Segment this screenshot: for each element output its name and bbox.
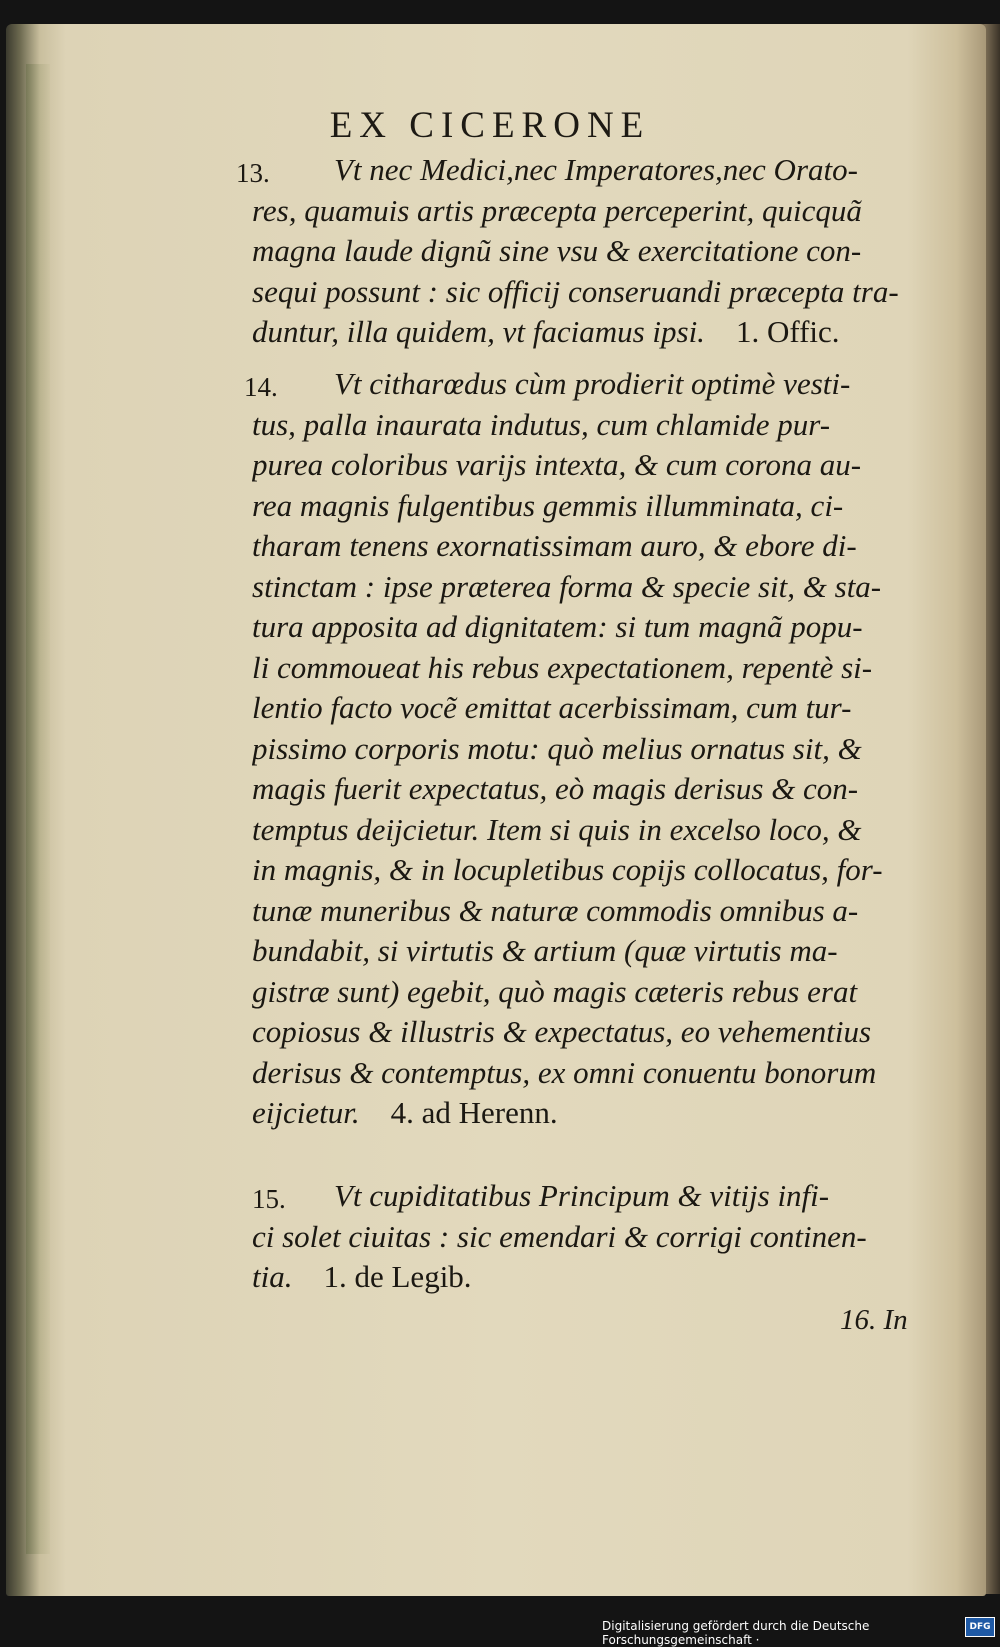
text-line-content: eijcietur. bbox=[252, 1095, 360, 1130]
text-line: tura apposita ad dignitatem: si tum magnã popu- bbox=[252, 609, 863, 644]
citation-reference: 4. ad Herenn. bbox=[390, 1095, 558, 1130]
section-number-15: 15. bbox=[252, 1184, 286, 1214]
section-14-text bbox=[252, 364, 932, 1134]
text-line: copiosus & illustris & expectatus, eo vehementius bbox=[252, 1014, 872, 1049]
text-line: magis fuerit expectatus, eò magis derisus & con- bbox=[252, 771, 859, 806]
section-number-14: 14. bbox=[244, 372, 278, 402]
text-line: derisus & contemptus, ex omni conuentu bonorum bbox=[252, 1054, 877, 1090]
text-line: ci solet ciuitas : sic emendari & corrigi continen- bbox=[252, 1218, 867, 1254]
text-line: bundabit, si virtutis & artium (quæ virtutis ma- bbox=[252, 933, 838, 968]
text-line: rea magnis fulgentibus gemmis illumminata, ci- bbox=[252, 487, 844, 523]
text-line: lentio facto vocẽ emittat acerbissimam, cum tur- bbox=[252, 690, 852, 725]
text-line: tharam tenens exornatissimam auro, & ebore di- bbox=[252, 528, 857, 563]
citation-reference: 1. Offic. bbox=[735, 314, 840, 349]
text-line bbox=[252, 1257, 932, 1298]
text-line: purea coloribus varijs intexta, & cum corona au- bbox=[252, 447, 862, 482]
catchword: 16. In bbox=[840, 1304, 908, 1336]
citation-reference: 1. de Legib. bbox=[323, 1259, 472, 1294]
text-line: Vt citharœdus cùm prodierit optimè vesti- bbox=[334, 366, 851, 401]
text-line: pissimo corporis motu: quò melius ornatus sit, & bbox=[252, 730, 862, 766]
text-line: tunæ muneribus & naturæ commodis omnibus a- bbox=[252, 892, 859, 928]
section-13-text bbox=[252, 150, 932, 353]
text-line: in magnis, & in locupletibus copijs collocatus, for- bbox=[252, 852, 883, 887]
running-head: EX CICERONE bbox=[329, 105, 651, 146]
text-line-content: tia. bbox=[252, 1259, 293, 1294]
section-number-13: 13. bbox=[236, 158, 270, 188]
text-line: tus, palla inaurata indutus, cum chlamide pur- bbox=[252, 406, 831, 442]
page-gutter-stain bbox=[26, 64, 50, 1554]
text-line-content: duntur, illa quidem, vt faciamus ipsi. bbox=[252, 314, 705, 349]
text-line: Vt nec Medici,nec Imperatores,nec Orato- bbox=[334, 152, 858, 187]
section-15-text bbox=[252, 1176, 932, 1298]
text-line: magna laude dignũ sine vsu & exercitatione con- bbox=[252, 233, 862, 268]
text-line: temptus deijcietur. Item si quis in excelso loco, & bbox=[252, 811, 862, 847]
text-line: Vt cupiditatibus Principum & vitijs infi- bbox=[334, 1178, 830, 1213]
text-line bbox=[252, 1093, 932, 1134]
digitization-credit: Digitalisierung gefördert durch die Deutsche Forschungsgemeinschaft · bbox=[602, 1619, 870, 1647]
dfg-logo: DFG bbox=[965, 1617, 995, 1637]
text-line: sequi possunt : sic officij conseruandi præcepta tra- bbox=[252, 273, 899, 309]
text-line bbox=[252, 312, 932, 353]
text-line: li commoueat his rebus expectationem, repentè si- bbox=[252, 649, 873, 685]
text-line: gistræ sunt) egebit, quò magis cæteris rebus erat bbox=[252, 973, 858, 1009]
text-line: stinctam : ipse præterea forma & specie sit, & sta- bbox=[252, 568, 882, 604]
text-line: res, quamuis artis præcepta perceperint, quicquã bbox=[252, 192, 862, 228]
